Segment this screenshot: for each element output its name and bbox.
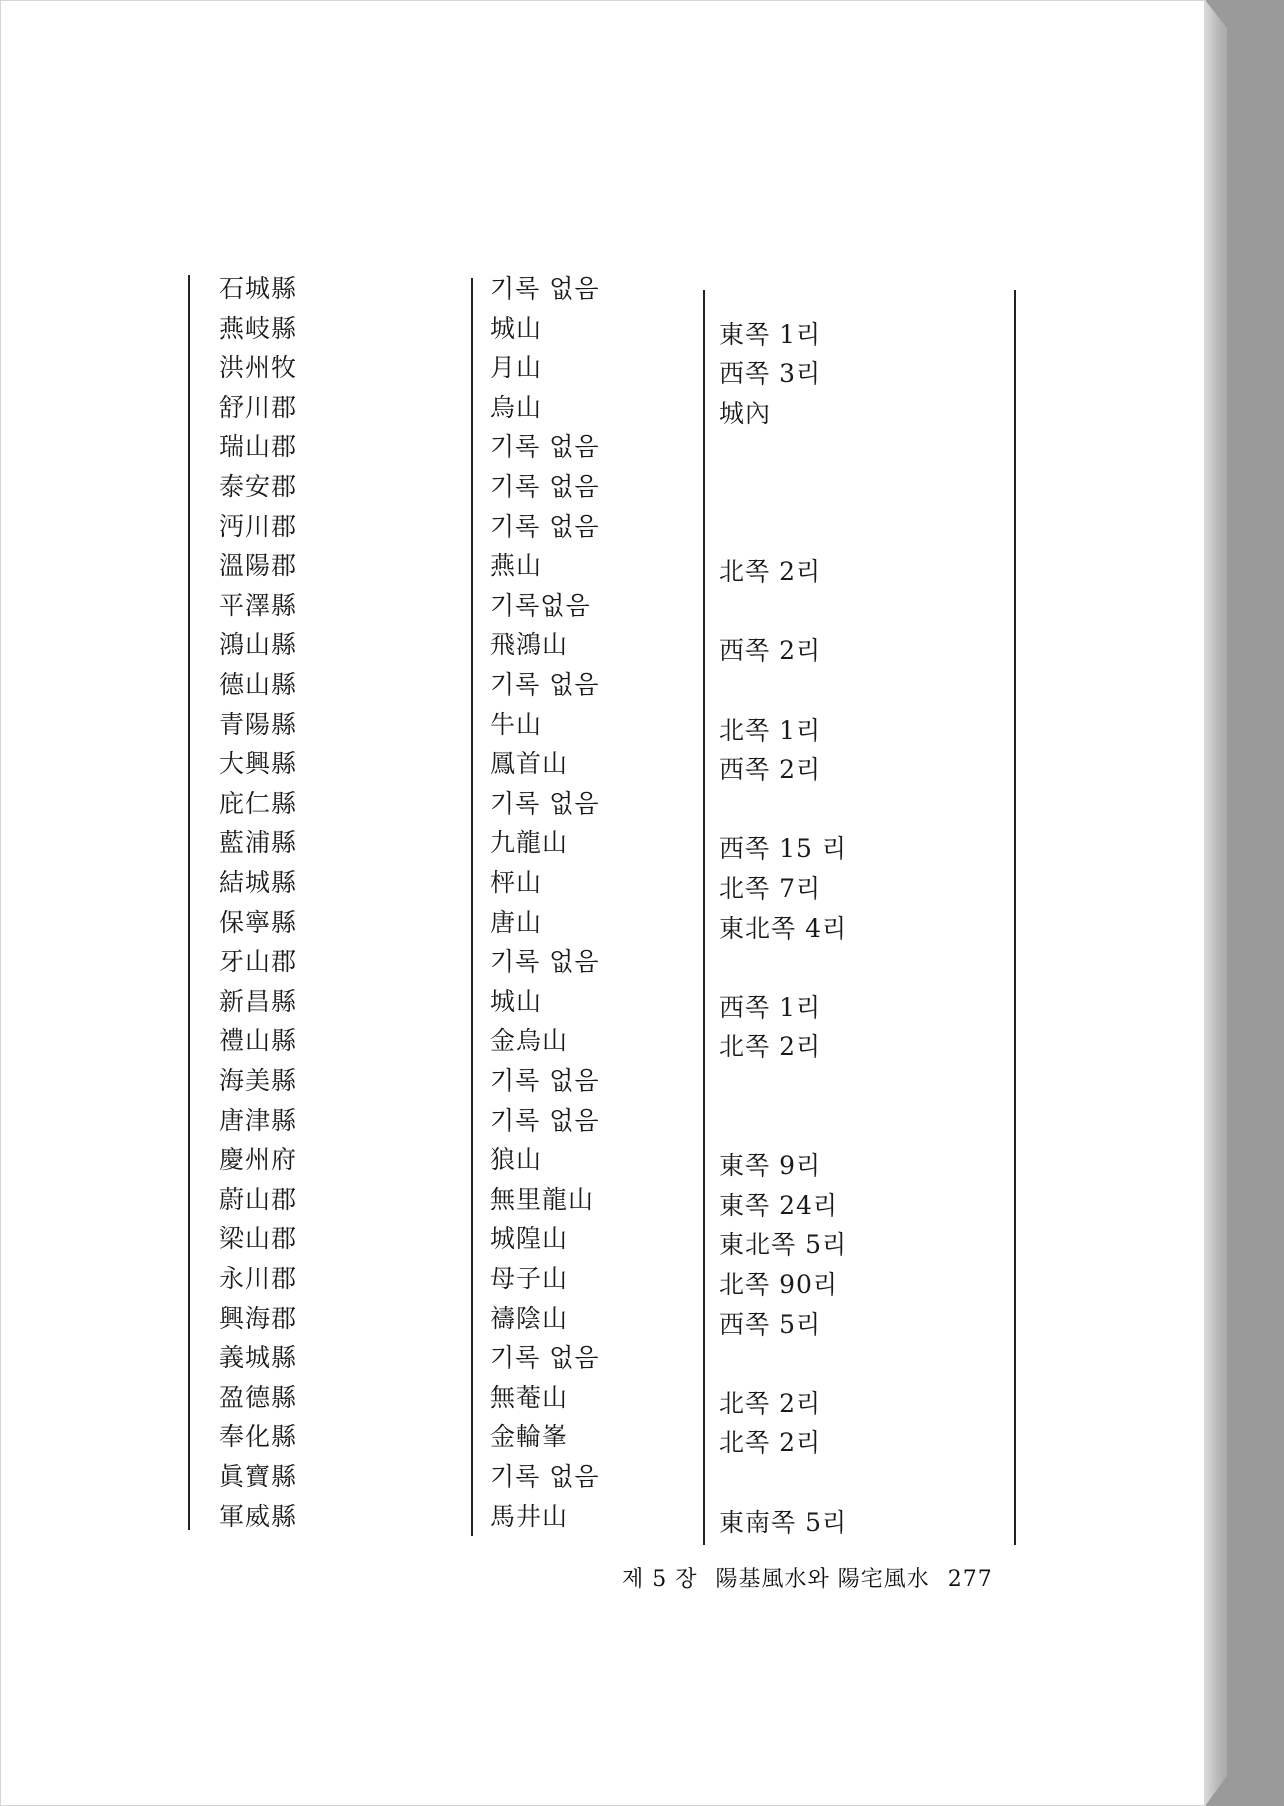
county-name: 燕岐縣 xyxy=(219,313,298,343)
table-row xyxy=(0,350,1205,389)
table-row xyxy=(0,390,1205,426)
county-name: 盈德縣 xyxy=(219,1382,298,1412)
guardian-mountain: 燕山 xyxy=(490,551,543,581)
county-name: 奉化縣 xyxy=(219,1422,298,1452)
guardian-mountain: 無里龍山 xyxy=(490,1184,595,1214)
county-name: 唐津縣 xyxy=(219,1105,298,1135)
county-name: 眞寶縣 xyxy=(219,1462,298,1491)
guardian-mountain: 기록 없음 xyxy=(490,1066,600,1095)
table-row xyxy=(0,746,1205,785)
mountain-distance: 西쪽 15 리 xyxy=(719,834,848,864)
page-footer xyxy=(622,1562,1042,1593)
county-name: 大興縣 xyxy=(219,749,298,779)
mountain-distance: 西쪽 2리 xyxy=(719,636,822,666)
table-row xyxy=(0,1142,1205,1181)
guardian-mountain: 기록 없음 xyxy=(490,1105,600,1135)
county-name: 舒川郡 xyxy=(219,392,298,422)
footer-chapter: 제 5 장 xyxy=(622,1567,698,1592)
table-row xyxy=(0,311,1205,347)
mountain-distance: 東쪽 9리 xyxy=(719,1151,822,1181)
table-row xyxy=(0,1380,1205,1416)
guardian-mountain: 金烏山 xyxy=(490,1026,569,1056)
table-row xyxy=(0,984,1205,1020)
mountain-distance: 城內 xyxy=(719,398,772,428)
table-row xyxy=(0,825,1205,864)
guardian-mountain: 牛山 xyxy=(490,709,543,739)
guardian-mountain: 飛鴻山 xyxy=(490,630,569,660)
table-row xyxy=(0,1419,1205,1458)
county-name: 軍威縣 xyxy=(219,1501,298,1531)
mountain-distance: 東쪽 1리 xyxy=(719,319,822,349)
table-row xyxy=(0,786,1205,822)
guardian-mountain: 鳳首山 xyxy=(490,749,569,779)
guardian-mountain: 狼山 xyxy=(490,1145,543,1175)
mountain-distance: 西쪽 5리 xyxy=(719,1309,822,1339)
county-name: 永川郡 xyxy=(219,1264,298,1293)
footer-title: 陽基風水와 陽宅風水 xyxy=(715,1567,930,1592)
county-name: 德山縣 xyxy=(219,670,298,699)
table-row xyxy=(0,865,1205,901)
mountain-distance: 東쪽 24리 xyxy=(719,1190,839,1220)
table-row xyxy=(0,509,1205,545)
table-row xyxy=(0,1182,1205,1218)
guardian-mountain: 기록 없음 xyxy=(490,670,600,699)
mountain-distance: 北쪽 2리 xyxy=(719,1388,822,1418)
guardian-mountain: 馬井山 xyxy=(490,1501,569,1531)
guardian-mountain: 無菴山 xyxy=(490,1382,569,1412)
county-name: 藍浦縣 xyxy=(219,828,298,858)
county-name: 鴻山縣 xyxy=(219,630,298,660)
county-name: 興海郡 xyxy=(219,1303,298,1333)
county-name: 義城縣 xyxy=(219,1343,298,1373)
county-name: 新昌縣 xyxy=(219,986,298,1016)
mountain-distance: 東北쪽 4리 xyxy=(719,913,848,943)
table-row xyxy=(0,1340,1205,1376)
guardian-mountain: 기록 없음 xyxy=(490,1343,600,1373)
guardian-mountain: 기록 없음 xyxy=(490,472,600,501)
county-name: 禮山縣 xyxy=(219,1026,298,1056)
table-row xyxy=(0,667,1205,703)
county-name: 庇仁縣 xyxy=(219,788,298,818)
table-row xyxy=(0,588,1205,624)
table-row xyxy=(0,1301,1205,1337)
county-name: 青陽縣 xyxy=(219,709,298,739)
table-row xyxy=(0,1459,1205,1495)
mountain-distance: 北쪽 1리 xyxy=(719,715,822,745)
county-name: 牙山郡 xyxy=(219,947,298,977)
county-name: 梁山郡 xyxy=(219,1224,298,1254)
guardian-mountain: 기록 없음 xyxy=(490,1462,600,1491)
guardian-mountain: 枰山 xyxy=(490,868,543,897)
table-row xyxy=(0,469,1205,505)
guardian-mountain: 기록 없음 xyxy=(490,947,600,977)
county-name: 洪州牧 xyxy=(219,353,298,383)
mountain-distance: 西쪽 3리 xyxy=(719,359,822,389)
county-name: 沔川郡 xyxy=(219,511,298,541)
guardian-mountain: 城山 xyxy=(490,986,543,1016)
table-row xyxy=(0,707,1205,743)
guardian-mountain: 禱陰山 xyxy=(490,1303,569,1333)
guardian-mountain: 唐山 xyxy=(490,907,543,937)
county-name: 結城縣 xyxy=(219,868,298,897)
table-row xyxy=(0,1063,1205,1099)
county-name: 平澤縣 xyxy=(219,590,298,620)
county-name: 慶州府 xyxy=(219,1145,298,1175)
county-name: 海美縣 xyxy=(219,1066,298,1095)
guardian-mountain: 기록 없음 xyxy=(490,274,600,303)
guardian-mountain: 九龍山 xyxy=(490,828,569,858)
guardian-mountain: 기록없음 xyxy=(490,590,591,620)
guardian-mountain: 烏山 xyxy=(490,392,543,422)
table-row xyxy=(0,1499,1205,1535)
guardian-mountain: 기록 없음 xyxy=(490,432,600,462)
guardian-mountain: 기록 없음 xyxy=(490,511,600,541)
mountain-distance: 東北쪽 5리 xyxy=(719,1230,848,1260)
mountain-distance: 北쪽 2리 xyxy=(719,1032,822,1062)
county-name: 石城縣 xyxy=(219,274,298,303)
mountain-distance: 西쪽 2리 xyxy=(719,755,822,785)
county-name: 溫陽郡 xyxy=(219,551,298,581)
guardian-mountain: 城山 xyxy=(490,313,543,343)
table-row xyxy=(0,627,1205,666)
county-name: 瑞山郡 xyxy=(219,432,298,462)
footer-page-number: 277 xyxy=(947,1567,993,1592)
page-curl-edge xyxy=(1205,0,1227,1806)
mountain-distance: 北쪽 90리 xyxy=(719,1270,839,1299)
guardian-mountain: 城隍山 xyxy=(490,1224,569,1254)
table-row xyxy=(0,905,1205,941)
table-row xyxy=(0,1221,1205,1260)
mountain-distance: 北쪽 7리 xyxy=(719,874,822,903)
county-name: 泰安郡 xyxy=(219,472,298,501)
mountain-distance: 北쪽 2리 xyxy=(719,557,822,587)
table-row xyxy=(0,1103,1205,1139)
mountain-distance: 北쪽 2리 xyxy=(719,1428,822,1458)
table-row xyxy=(0,548,1205,587)
county-name: 保寧縣 xyxy=(219,907,298,937)
guardian-mountain: 기록 없음 xyxy=(490,788,600,818)
mountain-distance: 西쪽 1리 xyxy=(719,992,822,1022)
table-row xyxy=(0,429,1205,465)
guardian-mountain: 金輪峯 xyxy=(490,1422,569,1452)
guardian-mountain: 月山 xyxy=(490,353,543,383)
guardian-mountain: 母子山 xyxy=(490,1264,569,1293)
table-row xyxy=(0,271,1205,307)
table-row xyxy=(0,1023,1205,1062)
county-name: 蔚山郡 xyxy=(219,1184,298,1214)
mountain-distance: 東南쪽 5리 xyxy=(719,1507,848,1537)
table-row xyxy=(0,1261,1205,1297)
table-row xyxy=(0,944,1205,980)
